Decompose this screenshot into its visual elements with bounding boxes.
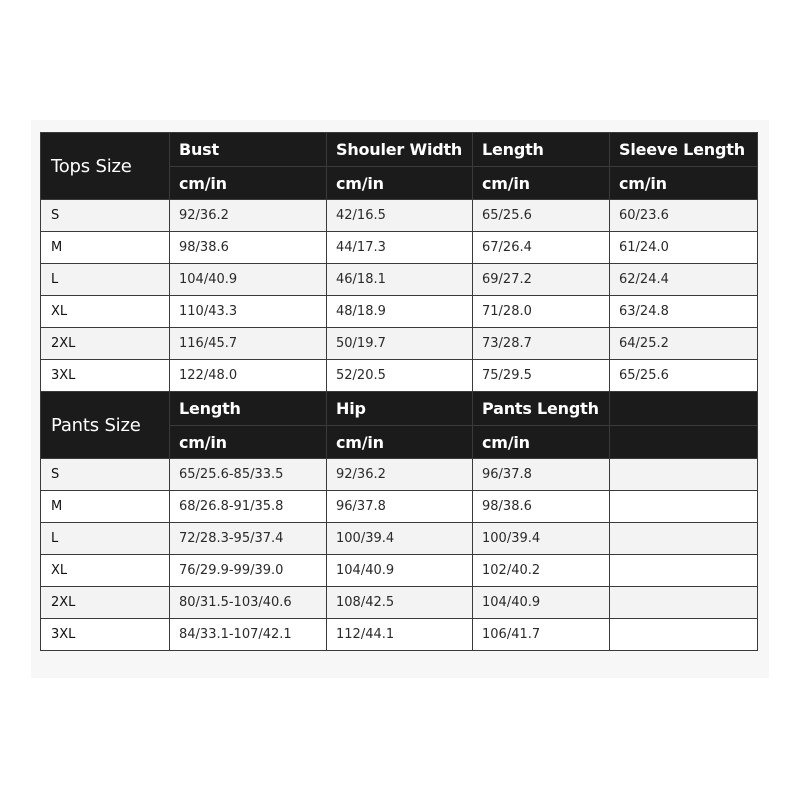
pants-cell: 100/39.4 — [327, 523, 473, 555]
pants-cell — [610, 491, 758, 523]
pants-row-l — [41, 523, 758, 555]
tops-size-cell: XL — [41, 296, 170, 328]
pants-cell: 104/40.9 — [327, 555, 473, 587]
tops-cell: 75/29.5 — [473, 360, 610, 392]
pants-cell: 72/28.3-95/37.4 — [170, 523, 327, 555]
pants-row-3xl — [41, 619, 758, 651]
pants-size-cell: S — [41, 459, 170, 491]
pants-cell: 108/42.5 — [327, 587, 473, 619]
pants-cell: 96/37.8 — [327, 491, 473, 523]
pants-cell: 84/33.1-107/42.1 — [170, 619, 327, 651]
tops-row-3xl — [41, 360, 758, 392]
tops-size-cell: S — [41, 200, 170, 232]
pants-unit-length: cm/in — [170, 426, 327, 459]
pants-header-empty — [610, 392, 758, 426]
tops-cell: 50/19.7 — [327, 328, 473, 360]
tops-cell: 60/23.6 — [610, 200, 758, 232]
pants-cell: 96/37.8 — [473, 459, 610, 491]
tops-size-cell: M — [41, 232, 170, 264]
tops-header-sleeve-length: Sleeve Length — [610, 133, 758, 167]
tops-size-cell: 3XL — [41, 360, 170, 392]
tops-cell: 61/24.0 — [610, 232, 758, 264]
pants-unit-pants-length: cm/in — [473, 426, 610, 459]
pants-cell: 65/25.6-85/33.5 — [170, 459, 327, 491]
pants-size-cell: L — [41, 523, 170, 555]
pants-cell — [610, 587, 758, 619]
tops-cell: 65/25.6 — [610, 360, 758, 392]
tops-cell: 48/18.9 — [327, 296, 473, 328]
tops-unit-shoulder-width: cm/in — [327, 167, 473, 200]
tops-row-s — [41, 200, 758, 232]
tops-header-length: Length — [473, 133, 610, 167]
tops-cell: 42/16.5 — [327, 200, 473, 232]
tops-row-2xl — [41, 328, 758, 360]
tops-size-cell: 2XL — [41, 328, 170, 360]
pants-size-cell: 3XL — [41, 619, 170, 651]
pants-cell: 98/38.6 — [473, 491, 610, 523]
pants-header-length: Length — [170, 392, 327, 426]
pants-unit-empty — [610, 426, 758, 459]
tops-header-shoulder-width: Shouler Width — [327, 133, 473, 167]
pants-cell — [610, 523, 758, 555]
tops-cell: 69/27.2 — [473, 264, 610, 296]
pants-section — [41, 392, 758, 651]
pants-cell: 76/29.9-99/39.0 — [170, 555, 327, 587]
size-chart-table — [40, 132, 758, 651]
pants-cell: 68/26.8-91/35.8 — [170, 491, 327, 523]
tops-row-xl — [41, 296, 758, 328]
tops-cell: 63/24.8 — [610, 296, 758, 328]
tops-row-m — [41, 232, 758, 264]
pants-cell — [610, 555, 758, 587]
pants-row-xl — [41, 555, 758, 587]
tops-cell: 62/24.4 — [610, 264, 758, 296]
tops-header-row — [41, 133, 758, 167]
tops-unit-bust: cm/in — [170, 167, 327, 200]
pants-header-pants-length: Pants Length — [473, 392, 610, 426]
pants-size-cell: 2XL — [41, 587, 170, 619]
pants-cell: 100/39.4 — [473, 523, 610, 555]
tops-cell: 46/18.1 — [327, 264, 473, 296]
pants-row-s — [41, 459, 758, 491]
pants-cell — [610, 619, 758, 651]
pants-header-row — [41, 392, 758, 426]
pants-header-hip: Hip — [327, 392, 473, 426]
tops-unit-sleeve-length: cm/in — [610, 167, 758, 200]
pants-cell: 80/31.5-103/40.6 — [170, 587, 327, 619]
pants-size-title: Pants Size — [41, 392, 170, 459]
pants-cell: 102/40.2 — [473, 555, 610, 587]
tops-row-l — [41, 264, 758, 296]
pants-size-cell: M — [41, 491, 170, 523]
pants-size-cell: XL — [41, 555, 170, 587]
tops-cell: 104/40.9 — [170, 264, 327, 296]
tops-size-cell: L — [41, 264, 170, 296]
tops-cell: 92/36.2 — [170, 200, 327, 232]
tops-size-title: Tops Size — [41, 133, 170, 200]
pants-cell: 92/36.2 — [327, 459, 473, 491]
tops-cell: 110/43.3 — [170, 296, 327, 328]
pants-row-m — [41, 491, 758, 523]
tops-cell: 44/17.3 — [327, 232, 473, 264]
tops-section — [41, 133, 758, 392]
tops-cell: 73/28.7 — [473, 328, 610, 360]
pants-unit-hip: cm/in — [327, 426, 473, 459]
tops-cell: 65/25.6 — [473, 200, 610, 232]
tops-cell: 52/20.5 — [327, 360, 473, 392]
tops-cell: 67/26.4 — [473, 232, 610, 264]
pants-row-2xl — [41, 587, 758, 619]
pants-cell — [610, 459, 758, 491]
tops-cell: 116/45.7 — [170, 328, 327, 360]
tops-unit-length: cm/in — [473, 167, 610, 200]
tops-header-bust: Bust — [170, 133, 327, 167]
pants-cell: 112/44.1 — [327, 619, 473, 651]
tops-cell: 122/48.0 — [170, 360, 327, 392]
tops-cell: 71/28.0 — [473, 296, 610, 328]
pants-cell: 104/40.9 — [473, 587, 610, 619]
tops-cell: 64/25.2 — [610, 328, 758, 360]
pants-cell: 106/41.7 — [473, 619, 610, 651]
tops-cell: 98/38.6 — [170, 232, 327, 264]
